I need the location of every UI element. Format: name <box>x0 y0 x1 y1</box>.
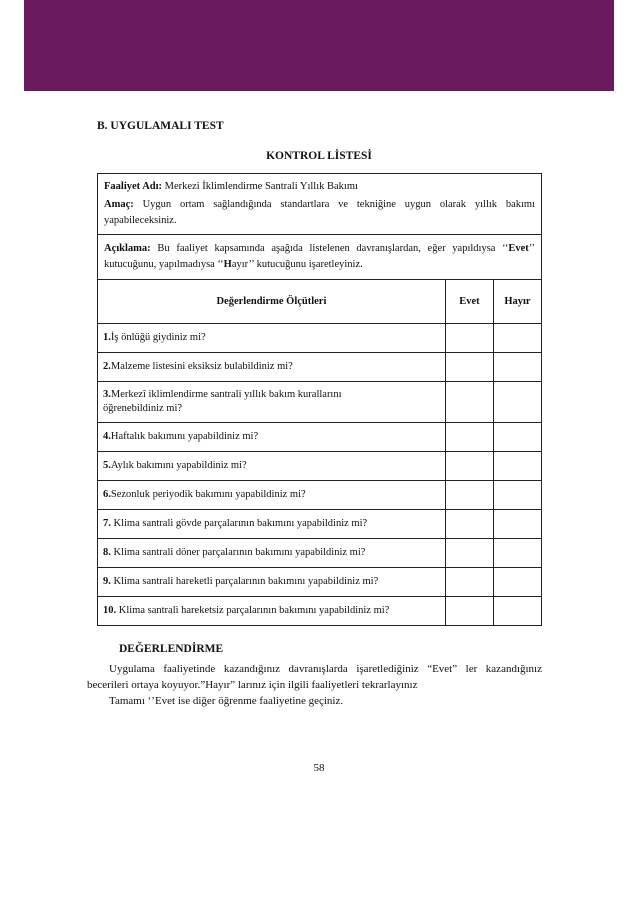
evaluation-paragraph: Uygulama faaliyetinde kazandığınız davranışlarda işaretlediğiniz “Evet” ler kazandığınız becerileri ortaya koyuyor.”Hayır” larınız için ilgili faaliyetleri tekrarlayınız <box>87 663 542 691</box>
yes-checkbox[interactable] <box>445 324 493 353</box>
yes-checkbox[interactable] <box>445 423 493 452</box>
no-checkbox[interactable] <box>493 539 541 568</box>
table-row <box>98 510 542 539</box>
yes-checkbox[interactable] <box>445 452 493 481</box>
evaluation-paragraph-2: Tamamı ‘’Evet ise diğer öğrenme faaliyetine geçiniz. <box>109 695 344 707</box>
no-checkbox[interactable] <box>493 597 541 626</box>
criterion-cell: 3.Merkezî iklimlendirme santrali yıllık bakım kurallarını öğrenebildiniz mi? <box>98 382 446 423</box>
table-row <box>98 382 542 423</box>
header-banner <box>24 0 614 91</box>
activity-goal: Amaç: Uygun ortam sağlandığında standartlara ve tekniğine uygun olarak yıllık bakımı yapabileceksiniz. <box>104 199 535 226</box>
table-row <box>98 597 542 626</box>
yes-checkbox[interactable] <box>445 481 493 510</box>
no-checkbox[interactable] <box>493 324 541 353</box>
no-checkbox[interactable] <box>493 568 541 597</box>
no-checkbox[interactable] <box>493 510 541 539</box>
table-row <box>98 423 542 452</box>
yes-checkbox[interactable] <box>445 568 493 597</box>
no-checkbox[interactable] <box>493 452 541 481</box>
no-checkbox[interactable] <box>493 481 541 510</box>
no-checkbox[interactable] <box>493 353 541 382</box>
page-number: 58 <box>313 762 325 774</box>
criterion-cell: 9. Klima santrali hareketli parçalarının bakımını yapabildiniz mi? <box>98 568 446 597</box>
no-checkbox[interactable] <box>493 423 541 452</box>
table-row <box>98 324 542 353</box>
yes-checkbox[interactable] <box>445 510 493 539</box>
table-row <box>98 539 542 568</box>
checklist-title: KONTROL LİSTESİ <box>266 150 372 162</box>
evaluation-title: DEĞERLENDİRME <box>119 643 224 655</box>
description-cell: Açıklama: Bu faaliyet kapsamında aşağıda listelenen davranışlardan, eğer yapıldıysa ‘‘Evet’’ kutucuğunu, yapılmadıysa ‘‘Hayır’’ kutucuğunu işaretleyiniz. <box>98 235 542 280</box>
criterion-cell: 2.Malzeme listesini eksiksiz bulabildiniz mi? <box>98 353 446 382</box>
table-row <box>98 452 542 481</box>
criterion-cell: 10. Klima santrali hareketsiz parçalarının bakımını yapabildiniz mi? <box>98 597 446 626</box>
checklist-table <box>97 173 542 626</box>
no-checkbox[interactable] <box>493 382 541 423</box>
criterion-cell: 8. Klima santrali döner parçalarının bakımını yapabildiniz mi? <box>98 539 446 568</box>
yes-checkbox[interactable] <box>445 539 493 568</box>
section-title: B. UYGULAMALI TEST <box>97 120 224 132</box>
header-no: Hayır <box>493 280 541 324</box>
criterion-cell: 5.Aylık bakımını yapabildiniz mi? <box>98 452 446 481</box>
evaluation-section <box>87 641 542 709</box>
table-header-row <box>98 280 542 324</box>
criterion-cell: 1.İş önlüğü giydiniz mi? <box>98 324 446 353</box>
criterion-cell: 4.Haftalık bakımını yapabildiniz mi? <box>98 423 446 452</box>
activity-name: Faaliyet Adı: Merkezi İklimlendirme Santrali Yıllık Bakımı <box>104 181 358 192</box>
table-row <box>98 353 542 382</box>
yes-checkbox[interactable] <box>445 597 493 626</box>
criterion-cell: 6.Sezonluk periyodik bakımını yapabildiniz mi? <box>98 481 446 510</box>
table-row <box>98 568 542 597</box>
yes-checkbox[interactable] <box>445 353 493 382</box>
header-yes: Evet <box>445 280 493 324</box>
activity-info-cell <box>98 174 542 235</box>
header-criteria: Değerlendirme Ölçütleri <box>98 280 446 324</box>
yes-checkbox[interactable] <box>445 382 493 423</box>
table-row <box>98 481 542 510</box>
criterion-cell: 7. Klima santrali gövde parçalarının bakımını yapabildiniz mi? <box>98 510 446 539</box>
